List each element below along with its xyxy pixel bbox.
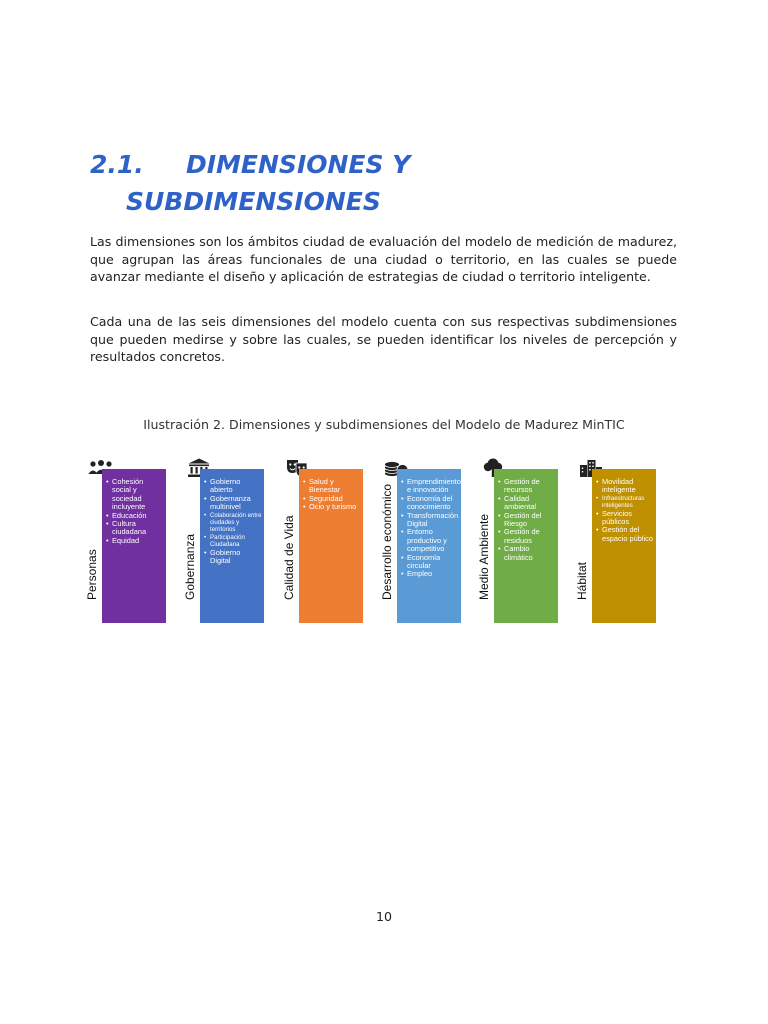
dimension-box (102, 469, 166, 623)
subdimension-item: • Gestión de residuos (504, 528, 556, 545)
subdimension-list (494, 469, 558, 562)
subdimension-item: • Empleo (407, 570, 459, 578)
subdimension-item: • Gobierno abierto (210, 478, 262, 495)
subdimension-item: • Salud y Bienestar (309, 478, 361, 495)
section-heading (90, 146, 410, 220)
subdimension-list (397, 469, 461, 579)
subdimension-item: • Gestión del espacio público (602, 526, 654, 543)
subdimension-item: • Educación (112, 512, 164, 520)
subdimension-item: • Economía circular (407, 554, 459, 571)
dimension-calidad-de-vida (282, 458, 373, 624)
dimension-habitat (575, 458, 666, 624)
subdimension-item: • Cohesión social y sociedad incluyente (112, 478, 164, 512)
dimension-label: Medio Ambiente (477, 513, 491, 600)
subdimension-item: • Gobernanza multinivel (210, 495, 262, 512)
subdimension-item: • Equidad (112, 537, 164, 545)
figure-caption: Ilustración 2. Dimensiones y subdimensiones del Modelo de Madurez MinTIC (143, 417, 625, 432)
dimension-label: Hábitat (575, 561, 589, 600)
subdimension-item: • Gestión de recursos (504, 478, 556, 495)
subdimension-item: • Gestión del Riesgo (504, 512, 556, 529)
subdimension-list (200, 469, 264, 565)
dimension-personas (85, 458, 176, 624)
subdimension-item: • Emprendimiento e innovación (407, 478, 459, 495)
dimension-gobernanza (183, 458, 274, 624)
subdimension-list (592, 469, 656, 543)
dimension-box (200, 469, 264, 623)
dimension-desarrollo-economico (380, 458, 471, 624)
dimension-label: Gobernanza (183, 533, 197, 600)
section-title-line2: SUBDIMENSIONES (126, 187, 381, 216)
subdimension-item: • Movilidad inteligente (602, 478, 654, 495)
dimension-label: Personas (85, 549, 99, 600)
paragraph-subdimensions: Cada una de las seis dimensiones del modelo cuenta con sus respectivas subdimensiones que pueden medirse y sobre las cuales, se pueden identificar los niveles de percepción y resultados concretos. (90, 314, 677, 365)
dimension-label: Desarrollo económico (380, 483, 394, 600)
dimension-box (592, 469, 656, 623)
dimension-label: Calidad de Vida (282, 515, 296, 600)
dimension-medio-ambiente (477, 458, 568, 624)
subdimension-list (102, 469, 166, 545)
subdimension-item: • Calidad ambiental (504, 495, 556, 512)
section-title-line1: DIMENSIONES Y (186, 150, 411, 179)
subdimension-item: • Cultura ciudadana (112, 520, 164, 537)
dimension-box (494, 469, 558, 623)
section-number: 2.1. (90, 150, 144, 179)
subdimension-list (299, 469, 363, 512)
subdimension-item: • Participación Ciudadana (210, 534, 262, 549)
subdimension-item: • Cambio climático (504, 545, 556, 562)
dimension-box (299, 469, 363, 623)
page-number: 10 (375, 909, 393, 924)
subdimension-item: • Seguridad (309, 495, 361, 503)
paragraph-dimensions: Las dimensiones son los ámbitos ciudad de evaluación del modelo de medición de madurez, que agrupan las áreas funcionales de una ciudad o territorio, en las cuales se puede avanzar mediante el diseño y aplicación de estrategias de ciudad o territorio inteligente. (90, 234, 677, 285)
subdimension-item: • Infraestructuras inteligentes (602, 495, 654, 510)
subdimension-item: • Economía del conocimiento (407, 495, 459, 512)
subdimension-item: • Gobierno Digital (210, 549, 262, 566)
subdimension-item: • Ocio y turismo (309, 503, 361, 511)
subdimension-item: • Entorno productivo y competitivo (407, 528, 459, 553)
dimension-box (397, 469, 461, 623)
subdimension-item: • Colaboración entre ciudades y territorios (210, 512, 262, 534)
subdimension-item: • Servicios públicos (602, 510, 654, 527)
subdimension-item: • Transformación Digital (407, 512, 459, 529)
